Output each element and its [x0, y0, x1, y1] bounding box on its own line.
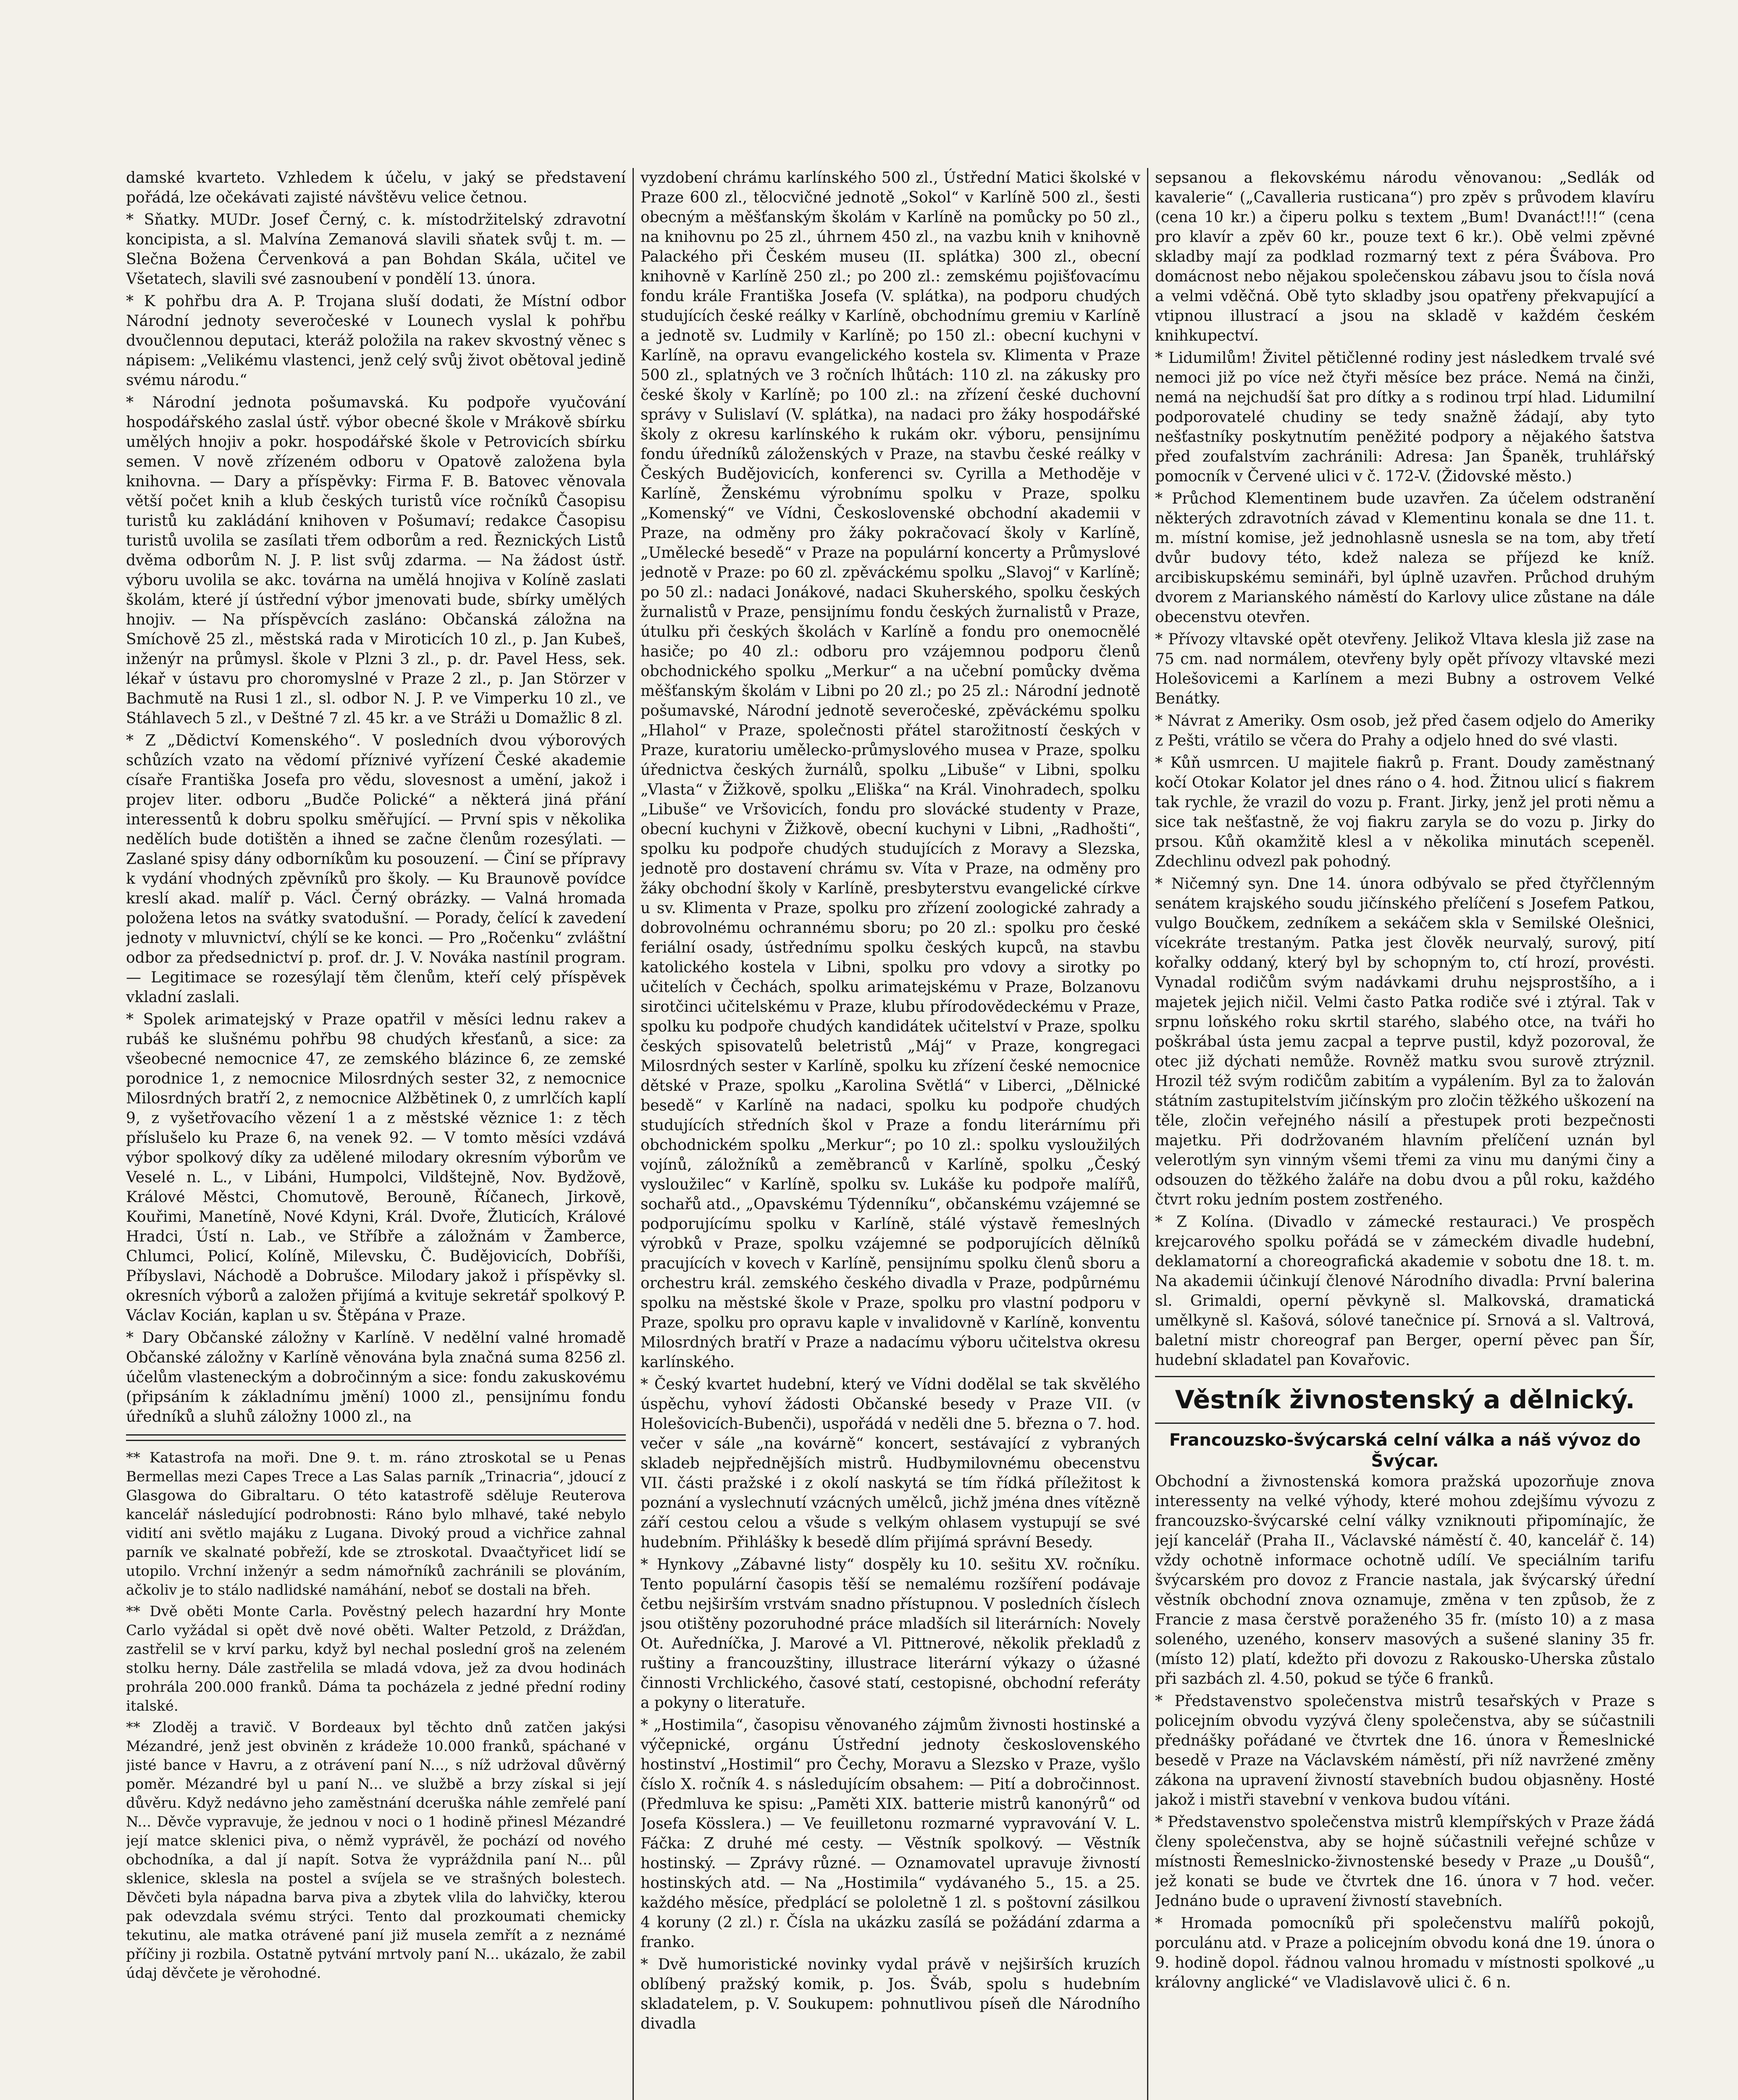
article-paragraph: * Představenstvo společenstva mistrů tesařských v Praze s policejním obvodu vyzývá členy společenstva, aby se súčastnili přednášky pořádané ve čtvrtek dne 16. února v Řemeslnické besedě v Praze na Václavském náměstí, při níž navržené změny zákona na upravení živností stavebních budou objasněny. Hosté jakož i mistři stavební v venkova budou vítáni. [1155, 1693, 1655, 1809]
column-rule [1147, 168, 1148, 2100]
article-paragraph: * Kůň usmrcen. U majitele fiakrů p. Frant. Doudy zaměstnaný kočí Otokar Kolator jel dnes ráno o 4. hod. Žitnou ulicí s fiakrem tak rychle, že vrazil do vozu p. Frant. Jirky, jenž jel proti němu a sice tak nešťastně, že voj fiakru zaryla se do vozu p. Jirky do prsou. Kůň okamžitě klesl a v několika minutách scepeněl. Zdechlinu odvezl pak pohodný. [1155, 754, 1655, 870]
article-paragraph: * Z „Dědictví Komenského“. V posledních dvou výborových schůzích vzato na vědomí příznivé vyřízení České akademie císaře Františka Josefa pro vědu, slovesnost a umění, jakož i projev liter. odboru „Budče Polické“ a některá jiná přání interessentů k dobru spolku směřující. — První spis v několika nedělích bude dotištěn a ihned se začne členům rozesýlati. — Zaslané spisy dány odborníkům ku posouzení. — Činí se přípravy k vydání vhodných zpěvníků pro školy. — Ku Braunově povídce kreslí akad. malíř p. Václ. Černý obrázky. — Valná hromada položena letos na svátky svatodušní. — Porady, čelící k zavedení jednoty v mluvnictví, chýlí se ke konci. — Pro „Ročenku“ zvláštní odbor za předsednictví p. prof. dr. J. V. Nováka nastínil program. — Legitimace se rozesýlají těm členům, kteří celý příspěvek vkladní zaslali. [126, 732, 626, 1006]
article-paragraph: * Přívozy vltavské opět otevřeny. Jelikož Vltava klesla již zase na 75 cm. nad normálem, otevřeny byly opět přívozy vltavské mezi Holešovicemi a Karlínem a mezi Bubny a ostrovem Velké Benátky. [1155, 631, 1655, 707]
article-paragraph: * Průchod Klementinem bude uzavřen. Za účelem odstranění některých zdravotních závad v Klementinu konala se dne 11. t. m. místní komise, jež jednohlasně usnesla se na tom, aby třetí dvůr budovy této, kdež naleza se příjezd ke kníž. arcibiskupskému semináři, byl úplně uzavřen. Průchod druhým dvorem z Marianského náměstí do Karlovy ulice zůstane na dále obecenstvu otevřen. [1155, 490, 1655, 626]
column-1 [126, 168, 626, 2100]
column-3 [1155, 168, 1655, 2100]
article-paragraph: * Spolek arimatejský v Praze opatřil v měsíci lednu rakev a rubáš ke slušnému pohřbu 98 chudých křesťanů, a sice: za všeobecné nemocnice 47, ze zemského blázince 6, ze zemské porodnice 1, z nemocnice Milosrdných sester 32, z nemocnice Milosrdných bratří 2, z nemocnice Alžbětinek 0, z umrlčích kaplí 9, z vyšetřovacího vězení 1 a z městské věznice 1: z těch příslušelo ku Praze 6, na venek 92. — V tomto měsíci vzdává výbor spolkový díky za udělené milodary okresním výborům ve Veselé n. L., v Libáni, Humpolci, Vildštejně, Nov. Bydžově, Králové Městci, Chomutově, Berouně, Říčanech, Jirkově, Kouřimi, Manetíně, Nové Kdyni, Král. Dvoře, Žluticích, Králové Hradci, Ústí n. Lab., ve Stříbře a záložnám v Žamberce, Chlumci, Policí, Kolíně, Milevsku, Č. Budějovicích, Dobříši, Příbyslavi, Náchodě a Dobrušce. Milodary jakož i příspěvky sl. okresních výborů a založen přijímá a kvituje sekretář spolkový P. Václav Kocián, kaplan u sv. Štěpána v Praze. [126, 1011, 626, 1324]
article-paragraph: * Dvě humoristické novinky vydal právě v nejširších kruzích oblíbený pražský komik, p. Jos. Šváb, spolu s hudebním skladatelem, p. V. Soukupem: pohnutlivou píseň dle Národního divadla [641, 1956, 1140, 2032]
article-paragraph: * Hromada pomocníků při společenstvu malířů pokojů, porculánu atd. v Praze a policejním obvodu koná dne 19. února o 9. hodině dopol. řádnou valnou hromadu v místnosti spolkové „u královny anglické“ ve Vladislavově ulici č. 6 n. [1155, 1915, 1655, 1991]
article-paragraph: * Národní jednota pošumavská. Ku podpoře vyučování hospodářského zaslal ústř. výbor obecné škole v Mrákově sbírku umělých hnojiv a pokr. hospodářské škole v Petrovicích sbírku semen. V nově zřízeném odboru v Opatově založena byla knihovna. — Dary a příspěvky: Firma F. B. Batovec věnovala větší počet knih a klub českých turistů více ročníků Časopisu turistů ku zakládání knihoven v Pošumaví; redakce Časopisu turistů uvolila se zasílati třem odborům a red. Řeznických Listů dvěma odborům N. J. P. list svůj zdarma. — Na žádost ústř. výboru uvolila se akc. továrna na umělá hnojiva v Kolíně zaslati školám, které jí ústřední výbor jmenovati bude, sbírky umělých hnojiv. — Na příspěvcích zasláno: Občanská záložna na Smíchově 25 zl., městská rada v Miroticích 10 zl., p. Jan Kubeš, inženýr na průmysl. škole v Plzni 3 zl., p. dr. Pavel Hess, sek. lékař v ústavu pro choromyslné v Praze 2 zl., p. Jan Störzer v Bachmutě na Rusi 1 zl., sl. odbor N. J. P. ve Vimperku 10 zl., ve Stáhlavech 5 zl., v Deštné 7 zl. 45 kr. a ve Stráži u Domažlic 8 zl. [126, 394, 626, 727]
article-paragraph: Obchodní a živnostenská komora pražská upozorňuje znova interessenty na velké výhody, které mohou zdejšímu vývozu z francouzsko-švýcarské celní války vzniknouti připomínajíc, že její kancelář (Praha II., Václavské náměstí č. 40, kancelář č. 14) vždy ochotně informace ochotně udílí. Ve speciálním tarifu švýcarském pro dovoz z Francie nastala, jak švýcarský úřední věstník obchodní znova oznamuje, změna v ten způsob, že z Francie z masa čerstvě poraženého 35 fr. (místo 10) a z masa soleného, uzeného, konserv masových a sušené slaniny 35 fr. (místo 12) platí, kdežto při dovozu z Rakousko-Uherska zůstalo při sazbách zl. 4.50, pokud se týče 6 franků. [1155, 1473, 1655, 1688]
article-paragraph: damské kvarteto. Vzhledem k účelu, v jaký se představení pořádá, lze očekávati zajisté návštěvu velice četnou. [126, 169, 626, 206]
article-paragraph: * „Hostimila“, časopisu věnovaného zájmům živnosti hostinské a výčepnické, orgánu Ústřední jednoty československého hostinství „Hostimil“ pro Čechy, Moravu a Slezsko v Praze, vyšlo číslo X. ročník 4. s následujícím obsahem: — Pití a dobročinnost. (Předmluva ke spisu: „Paměti XIX. batterie mistrů kanonýrů“ od Josefa Kösslera.) — Ve feuilletonu rozmarné vypravování V. L. Fáčka: Z druhé mé cesty. — Věstník spolkový. — Věstník hostinský. — Zprávy různé. — Oznamovatel upravuje živností hostinských atd. — Na „Hostimila“ vydávaného 5., 15. a 25. každého měsíce, předplácí se pololetně 1 zl. s poštovní zásilkou 4 koruny (2 zl.) r. Čísla na ukázku zasílá se požádání zdarma a franko. [641, 1717, 1140, 1951]
section-divider [1155, 1423, 1655, 1424]
article-paragraph: * Lidumilům! Živitel pětičlenné rodiny jest následkem trvalé své nemoci již po více než čtyři měsíce bez práce. Nemá na činži, nemá na nejchudší šat pro dítky a s rodinou trpí hlad. Lidumilní podporovatelé chudiny se tedy snažně žádají, aby tyto nešťastníky poskytnutím peněžité podpory a nějakého šatstva před zoufalstvím zachránili: Adresa: Jan Španěk, truhlářský pomocník v Červené ulici v č. 172-V. (Židovské město.) [1155, 349, 1655, 485]
article-paragraph: * Hynkovy „Zábavné listy“ dospěly ku 10. sešitu XV. ročníku. Tento populární časopis těší se nemalému rozšíření podávaje četbu nejširším vrstvám snadno přístupnou. V posledních číslech jsou otištěny pozoruhodné práce mladších sil literárních: Novely Ot. Auředníčka, J. Marové a Vl. Pittnerové, několik překladů z ruštiny a francouzštiny, illustrace literární výkazy o úžasné činnosti Vrchlického, časové statí, cestopisné, obchodní referáty a pokyny o literatuře. [641, 1556, 1140, 1712]
article-paragraph: * Z Kolína. (Divadlo v zámecké restauraci.) Ve prospěch krejcarového spolku pořádá se v zámeckém divadle hudební, deklamatorní a choreografická akademie v sobotu dne 18. t. m. Na akademii účinkují členové Národního divadla: První balerina sl. Grimaldi, operní pěvkyně sl. Malkovská, dramatická umělkyně sl. Kašová, sólové tanečnice pí. Srnová a sl. Valtrová, baletní mistr choreograf pan Berger, operní pěvec pan Šír, hudební skladatel pan Kovařovic. [1155, 1213, 1655, 1369]
article-paragraph: * Ničemný syn. Dne 14. února odbývalo se před čtyřčlenným senátem krajského soudu jičínského přelíčení s Josefem Patkou, vulgo Boučkem, zedníkem a sekáčem skla v Semilské Olešnici, vícekráte trestaným. Patka jest člověk neurvalý, surový, pití kořalky oddaný, který byl by schopným to, ctí hrozí, provésti. Vynadal rodičům svým nadávkami druhu nejsprostšího, a i majetek jejich ničil. Velmi často Patka rodiče své i ztýral. Tak v srpnu loňského roku skrtil starého, slabého otce, na tváři ho poškrábal ústa jemu zacpal a teprve pustil, když pozoroval, že otec již dýchati nemůže. Rovněž matku svou surově ztrýznil. Hrozil též svým rodičům zabitím a vypálením. Byl za to žalován státním zastupitelstvím jičínským pro zločin těžkého uškození na těle, zločin veřejného násilí a přestupek proti bezpečnosti majetku. Při dodržovaném hlavním přelíčení uznán byl velerotlým syn vinným všemi třemi za vinu mu danými činy a odsouzen do těžkého žaláře na dobu dvou a půl roku, každého čtvrt roku jedním postem zostřeného. [1155, 875, 1655, 1208]
section-title: Věstník živnostenský a dělnický. [1175, 1385, 1635, 1415]
article-paragraph: * Představenstvo společenstva mistrů klempířských v Praze žádá členy společenstva, aby se hojně súčastnili veřejné schůze v místnosti Řemeslnicko-živnostenské besedy v Praze „u Doušů“, jež konati se bude ve čtvrtek dne 16. února v 7 hod. večer. Jednáno bude o upravení živností stavebních. [1155, 1814, 1655, 1910]
article-paragraph: vyzdobení chrámu karlínského 500 zl., Ústřední Matici školské v Praze 600 zl., tělocvičné jednotě „Sokol“ v Karlíně 500 zl., šesti obecným a měšťanským školám v Karlíně na pomůcky po 50 zl., na knihovnu po 25 zl., úhrnem 450 zl., na vazbu knih v knihovně Palackého při Českém museu (II. splátka) 300 zl., obecní knihovně v Karlíně 250 zl.; po 200 zl.: zemskému pojišťovacímu fondu krále Františka Josefa (V. splátka), na podporu chudých studujících české reálky v Karlíně, obchodnímu gremiu v Karlíně a jednotě sv. Ludmily v Karlíně; po 150 zl.: obecní kuchyni v Karlíně, na opravu evangelického kostela sv. Klimenta v Praze 500 zl., splatných ve 3 ročních lhůtách: 110 zl. na zákusky pro české školy v Karlíně; po 100 zl.: na zřízení české duchovní správy v Sulislaví (V. splátka), na nadaci pro žáky hospodářské školy z okresu karlínského k rukám okr. výboru, pensijnímu fondu úředníků záloženských v Praze, na stavbu české reálky v Českých Budějovicích, konferenci sv. Cyrilla a Methoděje v Karlíně, Ženskému výrobnímu spolku v Praze, spolku „Komenský“ ve Vídni, Československé obchodní akademii v Praze, na odměny pro žáky pokračovací školy v Karlíně, „Umělecké besedě“ v Praze na populární koncerty a Průmyslové jednotě v Praze: po 60 zl. zpěváckému spolku „Slavoj“ v Karlíně; po 50 zl.: nadaci Jonákové, nadaci Skuherského, spolku českých žurnalistů v Praze, pensijnímu fondu českých žurnalistů v Praze, útulku při českých školách v Karlíně a fondu pro onemocnělé hasiče; po 40 zl.: odboru pro vzájemnou podporu členů obchodnického spolku „Merkur“ a na učební pomůcky dvěma měšťanským školám v Libni po 20 zl.; po 25 zl.: Národní jednotě pošumavské, Národní jednotě severočeské, zpěváckému spolku „Hlahol“ v Praze, společnosti přátel starožitností českých v Praze, kuratoriu umělecko-průmyslového musea v Praze, spolku úřednictva českých žurnálů, spolku „Libuše“ v Libni, spolku „Vlasta“ v Žižkově, spolku „Eliška“ na Král. Vinohradech, spolku „Libuše“ ve Vršovicích, fondu pro slovácké studenty v Praze, obecní kuchyni v Žižkově, obecní kuchyni v Libni, „Radhošti“, spolku ku podpoře chudých studujících z Moravy a Slezska, jednotě pro dostavení chrámu sv. Víta v Praze, na odměny pro žáky obchodní školy v Karlíně, presbyterstvu evangelické církve u sv. Klimenta v Praze, spolku pro zřízení zoologické zahrady a dobrovolnému ochrannému sboru; po 20 zl.: spolku pro české feriální osady, ústřednímu spolku českých kupců, na stavbu katolického kostela v Libni, spolku pro vdovy a sirotky po učitelích v Čechách, spolku arimatejskému v Praze, Bolzanovu sirotčinci učitelskému v Praze, klubu přírodovědeckému v Praze, spolku ku podpoře chudých kandidátek učitelství v Praze, spolku českých spisovatelů beletristů „Máj“ v Praze, kongregaci Milosrdných sester v Karlíně, spolku ku zřízení české nemocnice dětské v Praze, spolku „Karolina Světlá“ v Liberci, „Dělnické besedě“ v Karlíně na nadaci, spolku ku podpoře chudých studujících středních škol v Praze a fondu literárnímu při obchodnickém spolku „Merkur“; po 10 zl.: spolku vysloužilých vojínů, záložníků a zeměbranců v Karlíně, spolku „Český vysloužilec“ v Karlíně, spolku sv. Lukáše ku podpoře malířů, sochařů atd., „Opavskému Týdenníku“, občanskému vzájemné se podporujícímu spolku v Karlíně, stálé výstavě řemeslných výrobků v Praze, spolku vzájemné se podporujících dělníků pracujících v kovech v Karlíně, pensijnímu spolku členů sboru a orchestru král. zemského českého divadla v Praze, podpůrnému spolku na městské škole v Praze, spolku pro vlastní podporu v Praze, spolku pro opravu kaple v invalidovně v Karlíně, konventu Milosrdných bratří v Praze a nadacímu výboru učitelstva okresu karlínského. [641, 169, 1140, 1371]
article-paragraph: * Sňatky. MUDr. Josef Černý, c. k. místodržitelský zdravotní koncipista, a sl. Malvína Zemanová slavili sňatek svůj t. m. — Slečna Božena Červenková a pan Bohdan Skála, učitel ve Všetatech, slavili své zasnoubení v pondělí 13. února. [126, 211, 626, 288]
article-paragraph: * Návrat z Ameriky. Osm osob, jež před časem odjelo do Ameriky z Pešti, vrátilo se včera do Prahy a odjelo hned do své vlasti. [1155, 712, 1655, 749]
article-paragraph: ** Katastrofa na moři. Dne 9. t. m. ráno ztroskotal se u Penas Bermellas mezi Capes Trece a Las Salas parník „Trinacria“, jdoucí z Glasgowa do Gibraltaru. O této katastrofě sděluje Reuterova kancelář následující podrobnosti: Ráno bylo mlhavé, také nebylo vidití ani světlo majáku z Lugana. Divoký proud a vichřice zahnal parník ve skalnaté pobřeží, kde se ztroskotal. Dvaačtyřicet lidí se utopilo. Vrchní inženýr a sedm námořníků zachránili se plováním, ačkoliv je to stálo nadlidské namáhání, neboť se dostali na břeh. [126, 1449, 626, 1599]
article-paragraph: sepsanou a flekovskému národu věnovanou: „Sedlák od kavalerie“ („Cavalleria rusticana“) pro zpěv s průvodem klavíru (cena 10 kr.) a čiperu polku s textem „Bum! Dvanáct!!!“ (cena pro klavír a zpěv 60 kr., pouze text 6 kr.). Obě velmi zpěvné skladby mají za podklad rozmarný text z péra Švábova. Pro domácnost nebo nějakou společenskou zábavu jsou to čísla nová a velmi vděčná. Obě tyto skladby jsou opatřeny překvapující a vtipnou illustrací a jsou na skladě v každém českém knihkupectví. [1155, 169, 1655, 344]
article-paragraph: * Český kvartet hudební, který ve Vídni dodělal se tak skvělého úspěchu, vyhoví žádosti Občanské besedy v Praze VII. (v Holešovicích-Bubenči), uspořádá v neděli dne 5. března o 7. hod. večer v sále „na kovárně“ koncert, sestávající z vybraných skladeb nejpřednějších mistrů. Hudbymilovnému obecenstvu VII. části pražské i z okolí naskytá se tím řídká příležitost k poznání a vyslechnutí vzácných umělců, jichž jména dnes vítězně září cestou celou a všude s velkým ohlasem vystupují se své hudebním. Přihlášky k besedě dlím přijímá správní Besedy. [641, 1376, 1140, 1551]
section-divider [1155, 1376, 1655, 1377]
column-2 [641, 168, 1140, 2100]
column-rule [633, 168, 634, 2100]
section-divider [126, 1434, 626, 1441]
article-paragraph: * Dary Občanské záložny v Karlíně. V nedělní valné hromadě Občanské záložny v Karlíně věnována byla značná suma 8256 zl. účelům vlasteneckým a dobročinným a sice: fondu zakuskovému (připsáním k základnímu jmění) 1000 zl., pensijnímu fondu úředníků a sluhů záložny 1000 zl., na [126, 1329, 626, 1425]
section-subtitle: Francouzsko-švýcarská celní válka a náš vývoz do Švýcar. [1169, 1431, 1641, 1471]
article-paragraph: ** Zloděj a travič. V Bordeaux byl těchto dnů zatčen jakýsi Mézandré, jenž jest obviněn z krádeže 10.000 franků, spáchané v jisté bance v Havru, a z otrávení paní N..., s níž udržoval důvěrný poměr. Mézandré byl u paní N... ve službě a brzy získal si její důvěru. Když nedávno jeho zaměstnání dceruška náhle zemřelé paní N... Děvče vypravuje, že jednou v noci o 1 hodině přinesl Mézandré její matce sklenici piva, o němž vyprávěl, že pochází od nového obchodníka, a dal jí napít. Sotva že vypráždnila paní N... půl sklenice, sklesla na postel a svíjela se ve strašných bolestech. Děvčeti byla nápadna barva piva a zbytek vlila do lahvičky, kterou pak odevzdala svému strýci. Tento dal prozkoumati chemicky tekutinu, ale matka otrávené paní již musela zemřít a z neznámé příčiny ji rozbila. Ostatně pytvání mrtvoly paní N... ukázalo, že zabil údaj děvčete je věrohodné. [126, 1719, 626, 1982]
article-paragraph: ** Dvě oběti Monte Carla. Pověstný pelech hazardní hry Monte Carlo vyžádal si opět dvě nové oběti. Walter Petzold, z Drážďan, zastřelil se v krví parku, když byl nechal poslední groš na zeleném stolku herny. Dále zastřelila se mladá vdova, jež za dvou hodinách prohrála 200.000 franků. Dáma ta pocházela z jedné přední rodiny italské. [126, 1603, 626, 1714]
article-paragraph: * K pohřbu dra A. P. Trojana sluší dodati, že Místní odbor Národní jednoty severočeské v Lounech vyslal k pohřbu dvoučlennou deputaci, kteráž položila na rakev skvostný věnec s nápisem: „Velikému vlastenci, jenž celý svůj život obětoval jedině svému národu.“ [126, 293, 626, 389]
